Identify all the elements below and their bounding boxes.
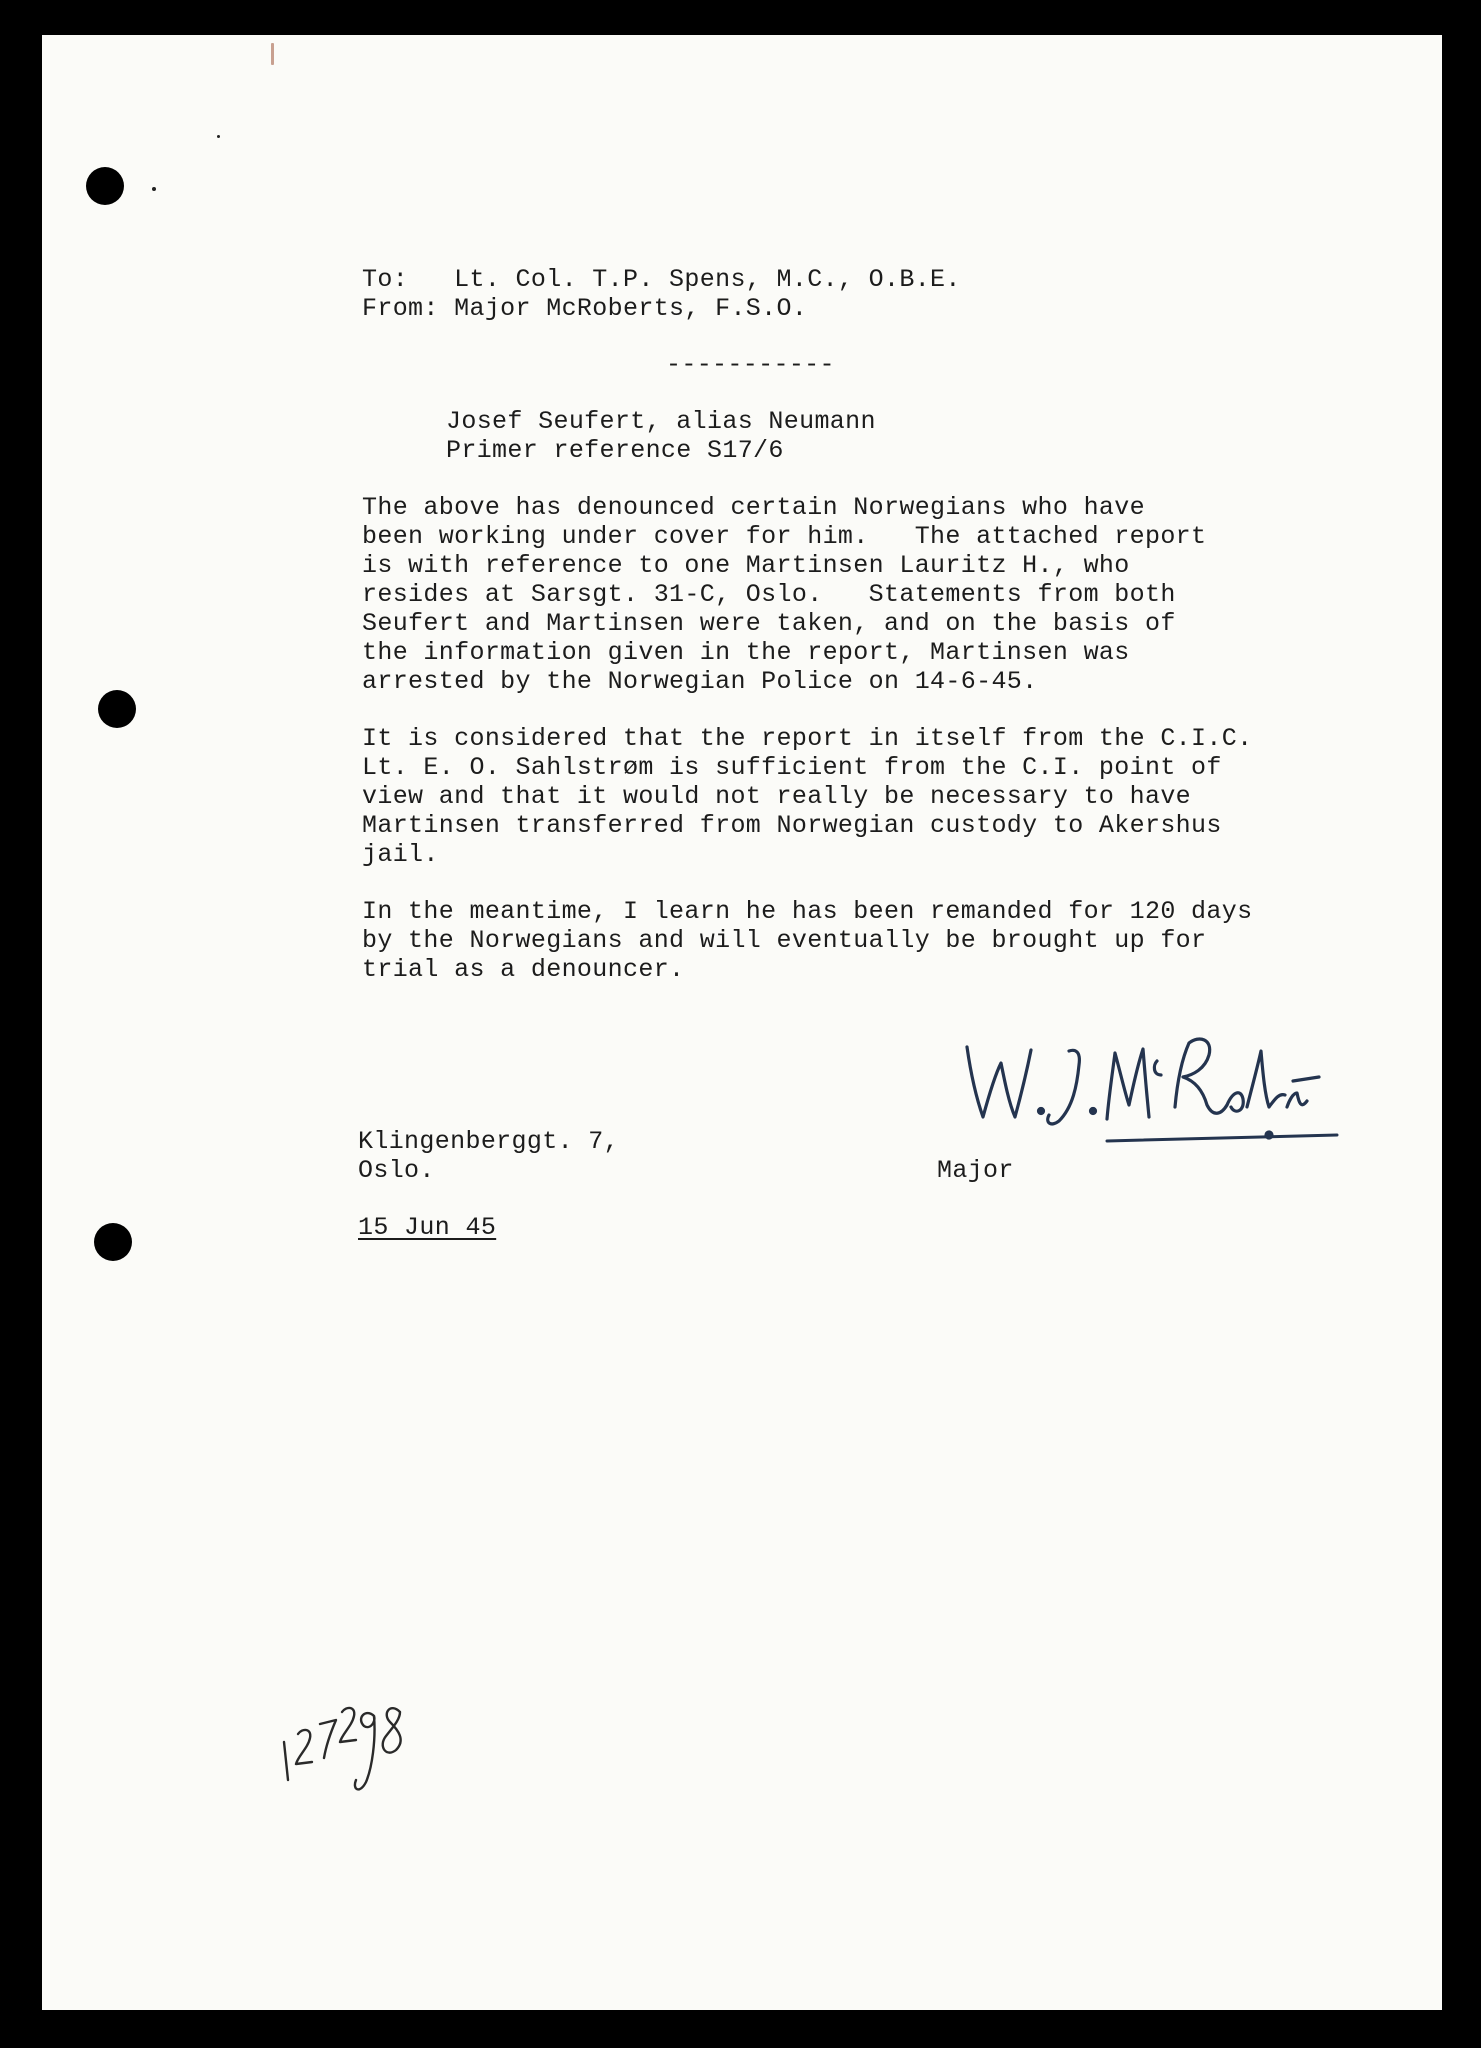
handwritten-annotation: [272, 1685, 422, 1810]
signatory-rank: Major: [937, 1156, 1014, 1185]
ink-speck: [217, 135, 220, 138]
paragraph-2-line: Lt. E. O. Sahlstrøm is sufficient from the C.I. point of: [362, 753, 1222, 782]
separator-line: -----------: [666, 350, 835, 379]
address-line-2: Oslo.: [358, 1156, 435, 1185]
address-line-1: Klingenberggt. 7,: [358, 1127, 619, 1156]
signature-text: W. J. McRoberts: [957, 1020, 966, 1021]
document-page: [42, 35, 1442, 2010]
paper-mark: [271, 43, 274, 65]
paragraph-1-line: The above has denounced certain Norwegians who have: [362, 493, 1145, 522]
paragraph-1-line: Seufert and Martinsen were taken, and on the basis of: [362, 609, 1176, 638]
paragraph-3-line: In the meantime, I learn he has been remanded for 120 days: [362, 897, 1253, 926]
paragraph-1-line: arrested by the Norwegian Police on 14-6-45.: [362, 667, 1038, 696]
paragraph-1-line: is with reference to one Martinsen Lauritz H., who: [362, 551, 1130, 580]
subject-line-2: Primer reference S17/6: [446, 436, 784, 465]
paragraph-3-line: trial as a denouncer.: [362, 955, 685, 984]
paragraph-2-line: Martinsen transferred from Norwegian custody to Akershus: [362, 811, 1222, 840]
annotation-text: 1272 G8: [272, 1685, 277, 1686]
memo-to-line: To: Lt. Col. T.P. Spens, M.C., O.B.E.: [362, 265, 961, 294]
punch-hole-top: [86, 167, 124, 205]
ink-speck: [152, 187, 156, 191]
paragraph-2-line: view and that it would not really be necessary to have: [362, 782, 1192, 811]
paragraph-2-line: It is considered that the report in itself from the C.I.C.: [362, 724, 1253, 753]
paragraph-2-line: jail.: [362, 840, 439, 869]
subject-line-1: Josef Seufert, alias Neumann: [446, 407, 876, 436]
memo-from-line: From: Major McRoberts, F.S.O.: [362, 294, 808, 323]
paragraph-1-line: the information given in the report, Martinsen was: [362, 638, 1130, 667]
memo-date: 15 Jun 45: [358, 1213, 497, 1242]
paragraph-3-line: by the Norwegians and will eventually be brought up for: [362, 926, 1207, 955]
punch-hole-middle: [98, 690, 136, 728]
paragraph-1-line: resides at Sarsgt. 31-C, Oslo. Statements from both: [362, 580, 1176, 609]
paragraph-1-line: been working under cover for him. The attached report: [362, 522, 1207, 551]
punch-hole-bottom: [94, 1223, 132, 1261]
signature: [957, 1020, 1337, 1140]
